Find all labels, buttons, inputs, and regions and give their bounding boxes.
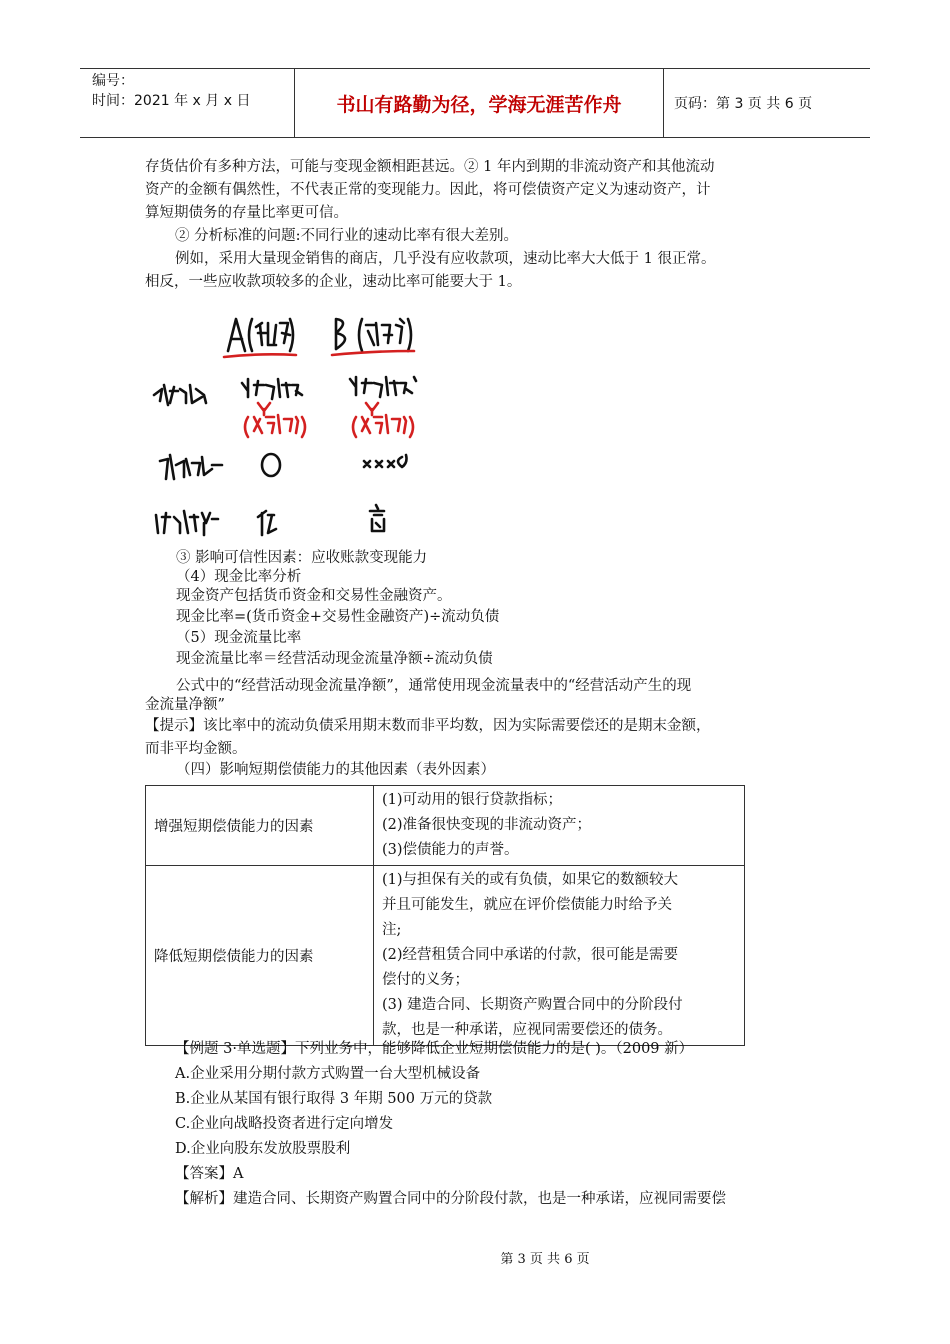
- paragraph-line: 算短期债务的存量比率更可信。: [145, 205, 348, 221]
- table-row: [146, 866, 745, 1046]
- page-header: [80, 68, 870, 138]
- paragraph-line: 存货估价有多种方法，可能与变现金额相距甚远。② 1 年内到期的非流动资产和其他流动: [145, 159, 715, 175]
- body-text-middle: [145, 549, 810, 780]
- header-page-label: 页码：第 3 页 共 6 页: [674, 96, 813, 112]
- tip-line: 而非平均金额。: [145, 741, 247, 757]
- paragraph-line: 相反，一些应收款项较多的企业，速动比率可能要大于 1。: [145, 274, 522, 290]
- time-label: 时间：2021 年 x 月 x 日: [92, 93, 251, 109]
- example-analysis: 【解析】建造合同、长期资产购置合同中的分阶段付款，也是一种承诺，应视同需要偿: [175, 1191, 726, 1207]
- table-item: (3) 建造合同、长期资产购置合同中的分阶段付: [382, 997, 683, 1013]
- paragraph-line: 现金比率=(货币资金+交易性金融资产)÷流动负债: [176, 609, 500, 625]
- table-cell-items: [374, 866, 745, 1046]
- page-footer: 第 3 页 共 6 页: [500, 1252, 590, 1267]
- example-question: 【例题 3·单选题】下列业务中，能够降低企业短期偿债能力的是( )。（2009 新）: [175, 1041, 694, 1057]
- paragraph-line: ② 分析标准的问题:不同行业的速动比率有很大差别。: [175, 228, 518, 244]
- paragraph-line: （4）现金比率分析: [176, 569, 302, 585]
- paragraph-line: 现金流量比率＝经营活动现金流量净额÷流动负债: [176, 651, 493, 667]
- handwritten-sketch: [150, 305, 470, 540]
- factors-table: [145, 785, 745, 1046]
- tip-line: 【提示】该比率中的流动负债采用期末数而非平均数，因为实际需要偿还的是期末金额，: [145, 718, 711, 734]
- header-meta: [80, 69, 295, 137]
- example-option: A.企业采用分期付款方式购置一台大型机械设备: [175, 1066, 481, 1082]
- paragraph-line: 金流量净额”: [145, 697, 225, 713]
- table-row: [146, 786, 745, 866]
- body-text-top: [145, 156, 810, 294]
- paragraph-line: （5）现金流量比率: [176, 630, 302, 646]
- number-label: 编号：: [92, 73, 134, 89]
- table-item: (1)可动用的银行贷款指标；: [382, 792, 563, 808]
- header-motto: 书山有路勤为径，学海无涯苦作舟: [295, 69, 664, 137]
- table-cell-items: [374, 786, 745, 866]
- table-item: 并且可能发生，就应在评价偿债能力时给予关: [382, 897, 672, 913]
- table-item: 注;: [382, 922, 402, 938]
- example-option: B.企业从某国有银行取得 3 年期 500 万元的贷款: [175, 1091, 493, 1107]
- example-option: C.企业向战略投资者进行定向增发: [175, 1116, 394, 1132]
- paragraph-line: 例如，采用大量现金销售的商店，几乎没有应收款项，速动比率大大低于 1 很正常。: [175, 251, 716, 267]
- table-cell-label: 降低短期偿债能力的因素: [146, 866, 374, 1046]
- example-block: [145, 1037, 810, 1212]
- example-answer: 【答案】A: [175, 1166, 244, 1182]
- table-item: (1)与担保有关的或有负债，如果它的数额较大: [382, 872, 679, 888]
- table-item: (3)偿债能力的声誉。: [382, 842, 519, 858]
- table-item: (2)准备很快变现的非流动资产；: [382, 817, 592, 833]
- paragraph-line: 资产的金额有偶然性，不代表正常的变现能力。因此，将可偿债资产定义为速动资产，计: [145, 182, 711, 198]
- table-item: (2)经营租赁合同中承诺的付款，很可能是需要: [382, 947, 679, 963]
- example-option: D.企业向股东发放股票股利: [175, 1141, 351, 1157]
- section-heading: （四）影响短期偿债能力的其他因素（表外因素）: [176, 762, 495, 778]
- paragraph-line: 现金资产包括货币资金和交易性金融资产。: [176, 588, 452, 604]
- table-item: 款，也是一种承诺，应视同需要偿还的债务。: [382, 1022, 672, 1038]
- table-cell-label: 增强短期偿债能力的因素: [146, 786, 374, 866]
- table-item: 偿付的义务；: [382, 972, 469, 988]
- paragraph-line: ③ 影响可信性因素：应收账款变现能力: [176, 550, 428, 566]
- paragraph-line: 公式中的“经营活动现金流量净额”，通常使用现金流量表中的“经营活动产生的现: [176, 678, 692, 694]
